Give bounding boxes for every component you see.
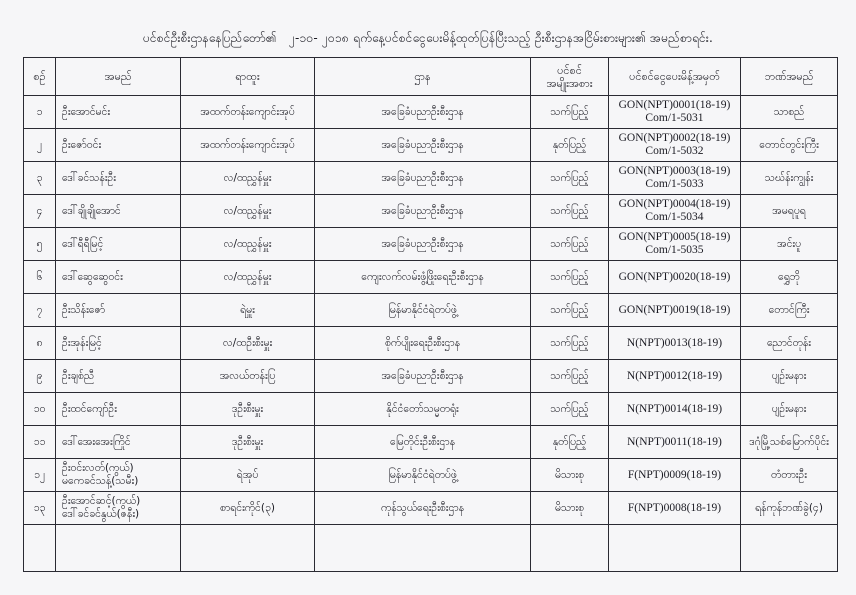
empty-cell bbox=[531, 525, 609, 572]
pension-order-number-cell: F(NPT)0008(18-19) bbox=[609, 492, 741, 525]
position-cell: ရဲမှူး bbox=[181, 294, 315, 327]
empty-cell bbox=[741, 525, 838, 572]
pension-order-number-cell: GON(NPT)0002(18-19) Com/1-5032 bbox=[609, 129, 741, 162]
person-name-cell: ဦးအုန်းမြင့် bbox=[56, 327, 181, 360]
col-license-no-header: ပင်စင်ငွေပေးမိန့်အမှတ် bbox=[609, 58, 741, 96]
bank-name-cell: ရွှေဘို bbox=[741, 261, 838, 294]
person-name-cell: ဦးဝင်းလတ်(ကွယ်) မကေခင်သန့်(သမီး) bbox=[56, 459, 181, 492]
bank-name-cell: အင်းပူ bbox=[741, 228, 838, 261]
row-number-cell: ၁၁ bbox=[24, 426, 56, 459]
pension-order-number-cell: F(NPT)0009(18-19) bbox=[609, 459, 741, 492]
empty-cell bbox=[56, 525, 181, 572]
col-name-header: အမည် bbox=[56, 58, 181, 96]
row-number-cell: ၃ bbox=[24, 162, 56, 195]
pension-type-cell: သက်ပြည့် bbox=[531, 195, 609, 228]
pension-type-cell: မိသားစု bbox=[531, 459, 609, 492]
col-bank-header: ဘဏ်အမည် bbox=[741, 58, 838, 96]
table-row bbox=[24, 294, 838, 327]
table-row bbox=[24, 360, 838, 393]
title-office: ပင်စင်ဦးစီးဌာန‌နေပြည်တော်၏ bbox=[143, 31, 277, 45]
department-cell: အခြေခံပညာဦးစီးဌာန bbox=[315, 96, 531, 129]
bank-name-cell: သဃ်န်းကျွန်း bbox=[741, 162, 838, 195]
department-cell: မြန်မာနိုင်ငံရဲတပ်ဖွဲ့ bbox=[315, 294, 531, 327]
pension-type-cell: သက်ပြည့် bbox=[531, 162, 609, 195]
person-name-cell: ဒေါ်ဆွေဆွေဝင်း bbox=[56, 261, 181, 294]
pension-order-number-cell: N(NPT)0014(18-19) bbox=[609, 393, 741, 426]
document-title bbox=[0, 30, 856, 48]
title-subject: ၂-၁၀- ၂၀၁၈ ရက်နေ့ပင်စင်ငွေပေးမိန့်ထုတ်ပြန်ပြီးသည့် ဦးစီးဌာနအငြိမ်းစားများ၏ အမည်စာရင်း. bbox=[288, 31, 713, 45]
pension-type-cell: နုတ်ပြည့် bbox=[531, 129, 609, 162]
table-row bbox=[24, 327, 838, 360]
position-cell: ရဲအုပ် bbox=[181, 459, 315, 492]
pension-order-number-cell: N(NPT)0012(18-19) bbox=[609, 360, 741, 393]
department-cell: ကျေးလက်လမ်းဖွံ့ဖြိုးရေးဦးစီးဌာန bbox=[315, 261, 531, 294]
row-number-cell: ၂ bbox=[24, 129, 56, 162]
pension-order-number-cell: GON(NPT)0020(18-19) bbox=[609, 261, 741, 294]
col-department-header: ဌာန bbox=[315, 58, 531, 96]
department-cell: အခြေခံပညာဦးစီးဌာန bbox=[315, 228, 531, 261]
department-cell: အခြေခံပညာဦးစီးဌာန bbox=[315, 195, 531, 228]
position-cell: လ/ထညွှန်မှူး bbox=[181, 162, 315, 195]
department-cell: စိုက်ပျိုးရေးဦးစီးဌာန bbox=[315, 327, 531, 360]
position-cell: အထက်တန်းကျောင်းအုပ် bbox=[181, 129, 315, 162]
position-cell: လ/ထညွှန်မှူး bbox=[181, 228, 315, 261]
col-rank-header: ရာထူး bbox=[181, 58, 315, 96]
pension-type-cell: သက်ပြည့် bbox=[531, 96, 609, 129]
table-row bbox=[24, 426, 838, 459]
bank-name-cell: ပျဉ်းမနား bbox=[741, 393, 838, 426]
person-name-cell: ဦးချစ်ညီ bbox=[56, 360, 181, 393]
pension-type-cell: သက်ပြည့် bbox=[531, 360, 609, 393]
bank-name-cell: ဒဂုံမြို့သစ်မြောက်ပိုင်း bbox=[741, 426, 838, 459]
table-row bbox=[24, 228, 838, 261]
col-no-header: စဉ် bbox=[24, 58, 56, 96]
position-cell: လ/ထဦးစီးမှူး bbox=[181, 327, 315, 360]
row-number-cell: ၉ bbox=[24, 360, 56, 393]
table-header-row bbox=[24, 58, 838, 96]
pension-order-number-cell: GON(NPT)0005(18-19) Com/1-5035 bbox=[609, 228, 741, 261]
table-row bbox=[24, 393, 838, 426]
position-cell: လ/ထညွှန်မှူး bbox=[181, 195, 315, 228]
pension-type-cell: သက်ပြည့် bbox=[531, 294, 609, 327]
table-row bbox=[24, 261, 838, 294]
row-number-cell: ၄ bbox=[24, 195, 56, 228]
pension-type-cell: မိသားစု bbox=[531, 492, 609, 525]
pension-type-cell: သက်ပြည့် bbox=[531, 228, 609, 261]
pension-type-cell: နုတ်ပြည့် bbox=[531, 426, 609, 459]
row-number-cell: ၅ bbox=[24, 228, 56, 261]
department-cell: မြန်မာနိုင်ငံရဲတပ်ဖွဲ့ bbox=[315, 459, 531, 492]
pension-type-cell: သက်ပြည့် bbox=[531, 393, 609, 426]
person-name-cell: ဒေါ်ရီရီမြင့် bbox=[56, 228, 181, 261]
pension-order-number-cell: GON(NPT)0003(18-19) Com/1-5033 bbox=[609, 162, 741, 195]
empty-cell bbox=[315, 525, 531, 572]
table-row bbox=[24, 195, 838, 228]
table-row bbox=[24, 129, 838, 162]
bank-name-cell: ညောင်တုန်း bbox=[741, 327, 838, 360]
person-name-cell: ဦးအောင်မင်း bbox=[56, 96, 181, 129]
row-number-cell: ၁၀ bbox=[24, 393, 56, 426]
pension-type-cell: သက်ပြည့် bbox=[531, 261, 609, 294]
row-number-cell: ၈ bbox=[24, 327, 56, 360]
empty-cell bbox=[181, 525, 315, 572]
department-cell: အခြေခံပညာဦးစီးဌာန bbox=[315, 162, 531, 195]
table-row bbox=[24, 492, 838, 525]
bank-name-cell: ပျဉ်းမနား bbox=[741, 360, 838, 393]
bank-name-cell: တောင်တွင်းကြီး bbox=[741, 129, 838, 162]
empty-cell bbox=[609, 525, 741, 572]
row-number-cell: ၁ bbox=[24, 96, 56, 129]
person-name-cell: ဦးအောင်ဆင့်(ကွယ်) ဒေါ်ခင်ခင်နွယ်(ဇနီး) bbox=[56, 492, 181, 525]
person-name-cell: ဦးသိန်းဇော် bbox=[56, 294, 181, 327]
row-number-cell: ၁၃ bbox=[24, 492, 56, 525]
table-row bbox=[24, 96, 838, 129]
pension-order-number-cell: N(NPT)0013(18-19) bbox=[609, 327, 741, 360]
table-row bbox=[24, 459, 838, 492]
department-cell: အခြေခံပညာဦးစီးဌာန bbox=[315, 129, 531, 162]
department-cell: ကုန်သွယ်ရေးဦးစီးဌာန bbox=[315, 492, 531, 525]
pension-order-number-cell: N(NPT)0011(18-19) bbox=[609, 426, 741, 459]
bank-name-cell: တံတားဦး bbox=[741, 459, 838, 492]
pension-order-number-cell: GON(NPT)0004(18-19) Com/1-5034 bbox=[609, 195, 741, 228]
person-name-cell: ဒေါ်အေးအေးကြိုင် bbox=[56, 426, 181, 459]
row-number-cell: ၇ bbox=[24, 294, 56, 327]
person-name-cell: ဦးထင်ကျော်ဦး bbox=[56, 393, 181, 426]
row-number-cell: ၁၂ bbox=[24, 459, 56, 492]
pension-type-cell: သက်ပြည့် bbox=[531, 327, 609, 360]
person-name-cell: ဦးဇော်ဝင်း bbox=[56, 129, 181, 162]
position-cell: စာရင်းကိုင်(၃) bbox=[181, 492, 315, 525]
col-pension-type-header: ပင်စင် အမျိုးအစား bbox=[531, 58, 609, 96]
person-name-cell: ဒေါ်ချိုချိုအောင် bbox=[56, 195, 181, 228]
table-body bbox=[24, 96, 838, 572]
bank-name-cell: တောင်ကြီး bbox=[741, 294, 838, 327]
department-cell: နိုင်ငံတော်သမ္မတရုံး bbox=[315, 393, 531, 426]
row-number-cell: ၆ bbox=[24, 261, 56, 294]
pension-register-table bbox=[23, 57, 838, 572]
position-cell: ဒုဦးစီးမှူး bbox=[181, 393, 315, 426]
person-name-cell: ဒေါ်ခင်သန်းဦး bbox=[56, 162, 181, 195]
position-cell: ဒုဦးစီးမှူး bbox=[181, 426, 315, 459]
position-cell: လ/ထညွှန်မှူး bbox=[181, 261, 315, 294]
bank-name-cell: သာစည် bbox=[741, 96, 838, 129]
position-cell: အလယ်တန်းပြ bbox=[181, 360, 315, 393]
table-row bbox=[24, 162, 838, 195]
position-cell: အထက်တန်းကျောင်းအုပ် bbox=[181, 96, 315, 129]
pension-order-number-cell: GON(NPT)0019(18-19) bbox=[609, 294, 741, 327]
bank-name-cell: ရန်ကုန်ဘဏ်ခွဲ(၄) bbox=[741, 492, 838, 525]
department-cell: မြေတိုင်းဦးစီးဌာန bbox=[315, 426, 531, 459]
empty-table-row bbox=[24, 525, 838, 572]
pension-order-number-cell: GON(NPT)0001(18-19) Com/1-5031 bbox=[609, 96, 741, 129]
empty-cell bbox=[24, 525, 56, 572]
department-cell: အခြေခံပညာဦးစီးဌာန bbox=[315, 360, 531, 393]
bank-name-cell: အမရပူရ bbox=[741, 195, 838, 228]
